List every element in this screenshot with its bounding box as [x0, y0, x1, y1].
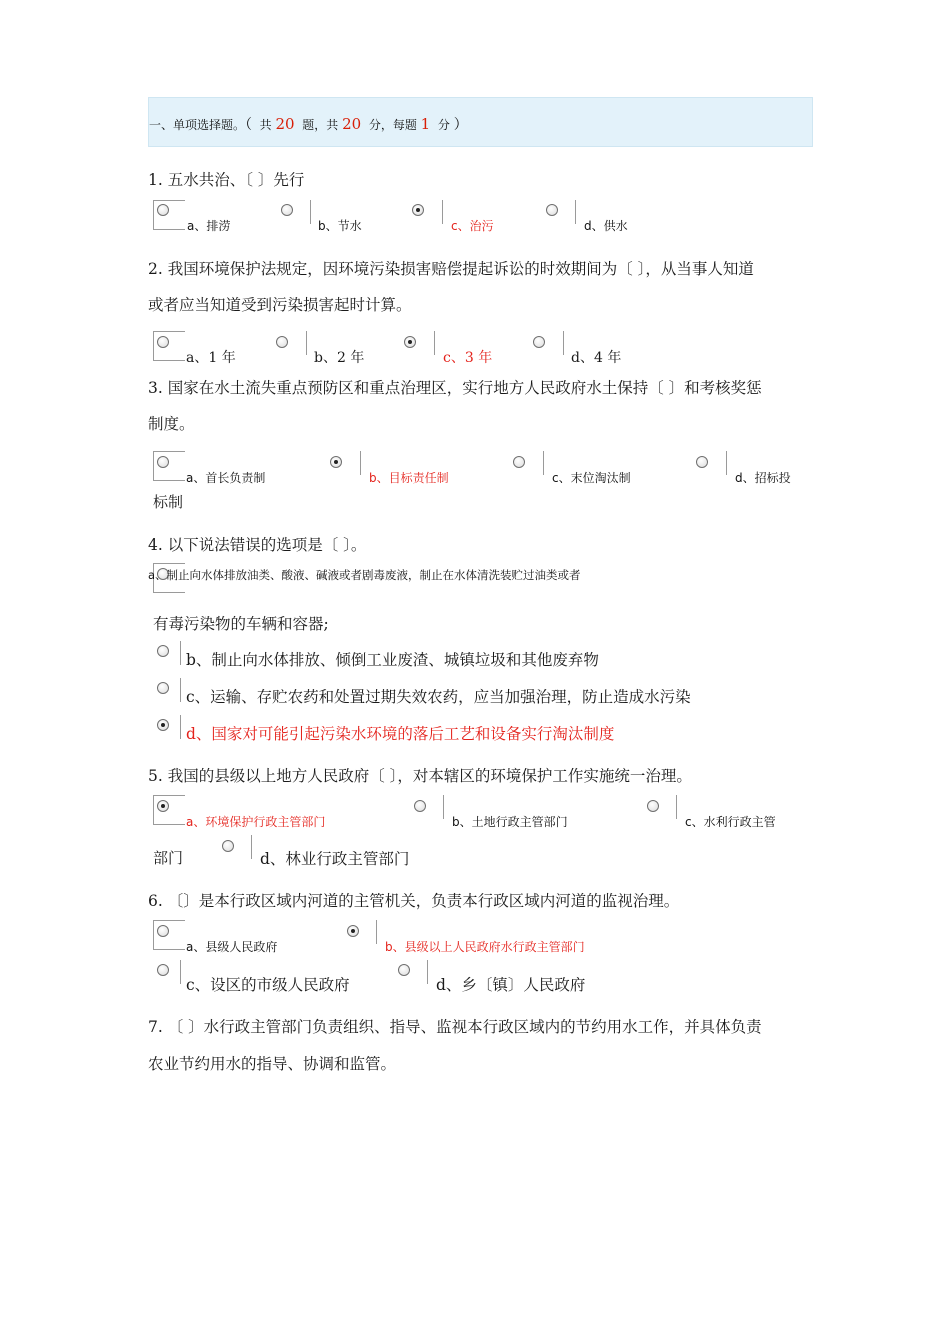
q2-radio-c[interactable] — [404, 336, 416, 348]
q3-option-a: a、首长负责制 — [186, 471, 266, 485]
q5-radio-d[interactable] — [222, 840, 234, 852]
q6-text: 6. 〔〕是本行政区域内河道的主管机关，负责本行政区域内河道的监视治理。 — [148, 892, 680, 910]
q2-separator — [563, 331, 564, 355]
q1-radio-c[interactable] — [412, 204, 424, 216]
q6-separator — [180, 960, 181, 984]
q2-text-line1: 2. 我国环境保护法规定，因环境污染损害赔偿提起诉讼的时效期间为〔 〕，从当事人知道 — [148, 260, 754, 278]
q1-text: 1. 五水共治、〔 〕先行 — [148, 171, 305, 189]
q4-option-a-line2: 有毒污染物的车辆和容器; — [153, 615, 329, 633]
q6-option-d: d、乡〔镇〕人民政府 — [436, 976, 586, 994]
q2-option-c: c、3 年 — [443, 350, 493, 366]
q3-separator — [360, 451, 361, 475]
q7-text-line1: 7. 〔 〕水行政主管部门负责组织、指导、监视本行政区域内的节约用水工作，并具体负责 — [148, 1018, 762, 1036]
q5-separator — [443, 795, 444, 819]
q3-radio-a[interactable] — [157, 456, 169, 468]
q6-option-a: a、县级人民政府 — [186, 940, 278, 954]
q3-option-d: d、招标投 — [735, 471, 791, 485]
q6-separator — [427, 960, 428, 984]
q1-option-c: c、治污 — [451, 219, 494, 233]
q5-text: 5. 我国的县级以上地方人民政府〔 〕，对本辖区的环境保护工作实施统一治理。 — [148, 767, 692, 785]
q3-radio-b[interactable] — [330, 456, 342, 468]
q2-radio-b[interactable] — [276, 336, 288, 348]
q4-separator — [180, 715, 181, 739]
q5-separator — [251, 835, 252, 859]
q6-radio-b[interactable] — [347, 925, 359, 937]
section-header-text: 一、单项选择题。（ 共 20 题，共 20 分，每题 1 分 ） — [149, 115, 468, 133]
q5-option-d: d、林业行政主管部门 — [260, 850, 410, 868]
q4-option-a-line1: a、制止向水体排放油类、酸液、碱液或者剧毒废液，制止在水体清洗装贮过油类或者 — [148, 568, 581, 582]
q5-option-a: a、环境保护行政主管部门 — [186, 815, 326, 829]
section-header — [148, 97, 813, 147]
q3-option-d-continued: 标制 — [153, 493, 184, 511]
q4-radio-b[interactable] — [157, 645, 169, 657]
q4-option-d: d、国家对可能引起污染水环境的落后工艺和设备实行淘汰制度 — [186, 725, 615, 743]
q5-option-c: c、水利行政主管 — [685, 815, 776, 829]
points-each: 1 — [420, 115, 431, 133]
q1-option-b: b、节水 — [318, 219, 362, 233]
q3-radio-c[interactable] — [513, 456, 525, 468]
q4-radio-d[interactable] — [157, 719, 169, 731]
q2-radio-d[interactable] — [533, 336, 545, 348]
q3-text-line1: 3. 国家在水土流失重点预防区和重点治理区，实行地方人民政府水土保持〔 〕和考核奖惩 — [148, 379, 762, 397]
q1-separator — [310, 200, 311, 224]
q6-radio-a[interactable] — [157, 925, 169, 937]
q5-option-c-continued: 部门 — [153, 849, 184, 867]
q1-focus-frame — [153, 200, 185, 230]
q4-option-b: b、制止向水体排放、倾倒工业废渣、城镇垃圾和其他废弃物 — [186, 651, 599, 669]
q5-radio-b[interactable] — [414, 800, 426, 812]
q2-text-line2: 或者应当知道受到污染损害起时计算。 — [148, 296, 412, 314]
q2-radio-a[interactable] — [157, 336, 169, 348]
q3-separator — [543, 451, 544, 475]
q3-radio-d[interactable] — [696, 456, 708, 468]
q1-radio-d[interactable] — [546, 204, 558, 216]
q2-option-b: b、2 年 — [314, 350, 365, 366]
q6-option-b: b、县级以上人民政府水行政主管部门 — [385, 940, 585, 954]
q5-radio-a[interactable] — [157, 800, 169, 812]
q3-text-line2: 制度。 — [148, 415, 195, 433]
q1-radio-a[interactable] — [157, 204, 169, 216]
q6-option-c: c、设区的市级人民政府 — [186, 976, 350, 994]
q4-separator — [180, 678, 181, 702]
q3-separator — [726, 451, 727, 475]
q2-option-d: d、4 年 — [571, 350, 622, 366]
q6-radio-c[interactable] — [157, 964, 169, 976]
q5-radio-c[interactable] — [647, 800, 659, 812]
q1-separator — [575, 200, 576, 224]
q5-separator — [676, 795, 677, 819]
total-questions: 20 — [275, 115, 295, 133]
q2-separator — [434, 331, 435, 355]
q4-option-c: c、运输、存贮农药和处置过期失效农药，应当加强治理，防止造成水污染 — [186, 688, 691, 706]
q6-separator — [376, 920, 377, 944]
q2-option-a: a、1 年 — [186, 350, 236, 366]
total-points: 20 — [342, 115, 362, 133]
q4-text: 4. 以下说法错误的选项是〔 〕。 — [148, 536, 367, 554]
q1-radio-b[interactable] — [281, 204, 293, 216]
q4-separator — [180, 641, 181, 665]
q3-option-c: c、末位淘汰制 — [552, 471, 631, 485]
q1-separator — [442, 200, 443, 224]
q2-separator — [306, 331, 307, 355]
q7-text-line2: 农业节约用水的指导、协调和监管。 — [148, 1055, 397, 1073]
q1-option-a: a、排涝 — [187, 219, 231, 233]
q3-option-b: b、目标责任制 — [369, 471, 449, 485]
q4-radio-c[interactable] — [157, 682, 169, 694]
q1-option-d: d、供水 — [584, 219, 628, 233]
q6-radio-d[interactable] — [398, 964, 410, 976]
q5-option-b: b、土地行政主管部门 — [452, 815, 568, 829]
